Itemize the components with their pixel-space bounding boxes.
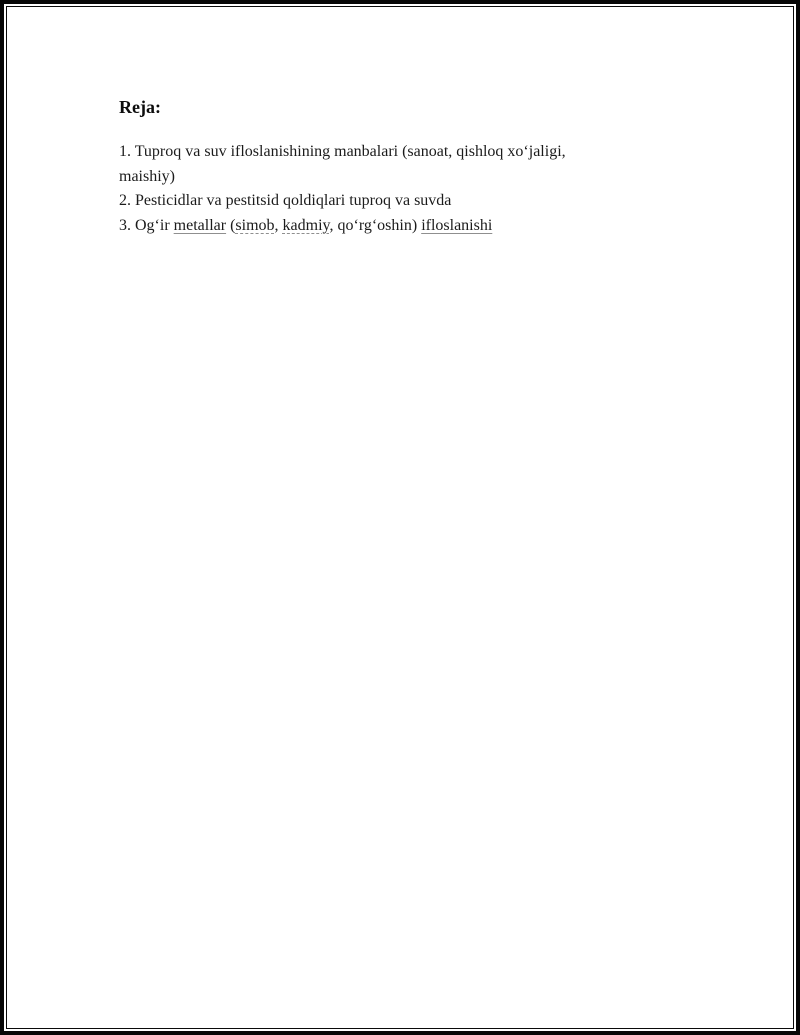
list-text-segment: , <box>274 216 283 234</box>
list-item <box>119 189 664 214</box>
page-title: Reja: <box>119 97 161 117</box>
list-text-segment: , qo‘rg‘oshin) <box>329 216 422 234</box>
list-text-segment: ( <box>226 216 236 234</box>
spellcheck-underlined-word: kadmiy <box>282 216 330 234</box>
list-item <box>119 214 664 239</box>
list-text-segment: 3. Og‘ir <box>119 216 174 234</box>
list-line: 2. Pesticidlar va pestitsid qoldiqlari tuproq va suvda <box>119 192 452 210</box>
list-line <box>119 214 664 239</box>
numbered-list <box>119 140 664 238</box>
spellcheck-underlined-word: ifloslanishi <box>421 216 493 234</box>
list-item <box>119 140 664 189</box>
list-line: maishiy) <box>119 167 175 185</box>
page-content <box>119 96 664 238</box>
spellcheck-underlined-word: simob <box>235 216 275 234</box>
list-line: 1. Tuproq va suv ifloslanishining manbalari (sanoat, qishloq xo‘jaligi, <box>119 143 566 160</box>
spellcheck-underlined-word: metallar <box>173 216 227 234</box>
